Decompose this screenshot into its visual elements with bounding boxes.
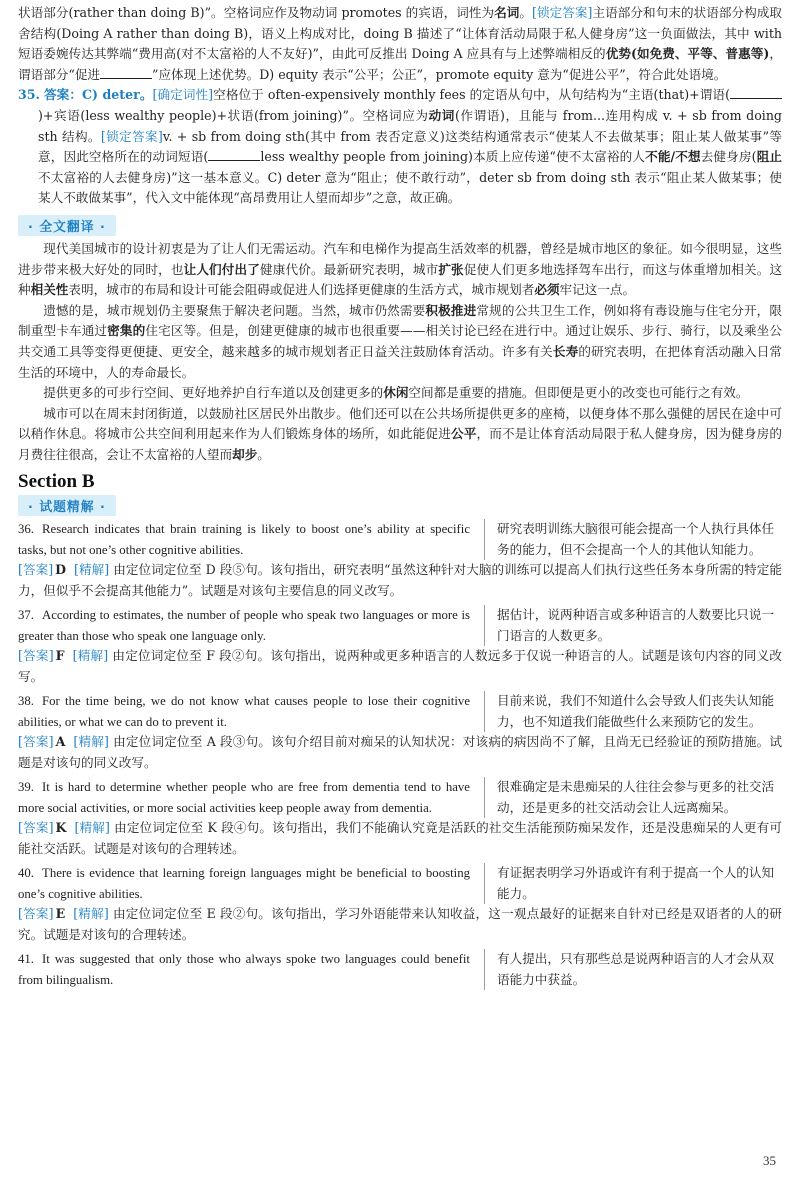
tr-p4-c: ，而不是让体育活动局限于私人健身房，因为健身房的月费往往很高，会让不太富裕的人望而 bbox=[18, 426, 783, 462]
translation-paragraph-2 bbox=[18, 301, 782, 383]
analysis-text: 由定位词定位至 A 段③句。该句介绍目前对痴呆的认知状况：对该病的病因尚不了解，且尚无已经验证的预防措施。试题是对该句的同义改写。 bbox=[18, 734, 783, 770]
question-chinese: 有人提出，只有那些总是说两种语言的人才会从双语能力中获益。 bbox=[484, 949, 782, 990]
question-statement: It was suggested that only those who always spoke two languages could benefit from bilingualism. bbox=[18, 952, 470, 987]
analysis-text: 由定位词定位至 E 段②句。该句指出，学习外语能带来认知收益，这一观点最好的证据来自针对已经是双语者的人的研究。试题是对该句的合理转述。 bbox=[18, 906, 783, 942]
tr-p4-d: 却步 bbox=[232, 446, 258, 462]
answer-analysis bbox=[18, 646, 782, 687]
question-item bbox=[18, 691, 782, 773]
translation-paragraph-4 bbox=[18, 404, 782, 466]
question-row bbox=[18, 863, 782, 904]
question-number: 38. bbox=[18, 694, 34, 709]
tr-p2-d: 密集的 bbox=[107, 323, 146, 339]
q35-text-5: less wealthy people from joining)本质上应传递“使不太富裕的人 bbox=[260, 149, 646, 165]
question-chinese: 目前来说，我们不知道什么会导致人们丧失认知能力，也不知道我们能做些什么来预防它的发生。 bbox=[484, 691, 782, 732]
answer-tag: [答案] bbox=[18, 734, 54, 750]
question-number: 39. bbox=[18, 780, 34, 795]
q35-text-2: )+宾语(less wealthy people)+状语(from joining)”。空格词应为 bbox=[38, 107, 429, 123]
q35-answer-label: 答案：C) deter。 bbox=[44, 87, 153, 103]
answer-tag: [答案] bbox=[18, 906, 54, 922]
tr-p1-e: 促使人们更多地选择驾车出行，而这与体重增加相关。这种 bbox=[18, 261, 783, 298]
tr-p1-b: 让人们付出了 bbox=[183, 261, 260, 277]
tr-p3-c: 空间都是重要的措施。但即便是更小的改变也可能行之有效。 bbox=[408, 385, 749, 401]
question-statement: Research indicates that brain training is likely to boost one’s ability at specific tasks, but not one’s other cognitive abilities. bbox=[18, 522, 470, 557]
tr-p1-i: 牢记这一点。 bbox=[559, 282, 636, 298]
tr-p2-f: 长寿 bbox=[552, 343, 579, 359]
tr-p4-e: 。 bbox=[257, 446, 270, 462]
translation-paragraph-3 bbox=[18, 383, 782, 404]
question-english bbox=[18, 519, 470, 560]
answer-analysis bbox=[18, 904, 782, 945]
intro-text-end: 。 bbox=[519, 5, 533, 20]
answer-tag: [答案] bbox=[18, 648, 54, 664]
intro-bold-2: 优势(如免费、平等、普惠等) bbox=[605, 46, 770, 62]
question-list bbox=[18, 519, 782, 990]
answer-analysis bbox=[18, 732, 782, 773]
page-number: 35 bbox=[763, 1153, 776, 1168]
question-row bbox=[18, 691, 782, 732]
q35-text-4: v. + sb from doing sth(其中 from 表否定意义)这类结构通常表示“使某人不去做某事；阻止某人做某事”等意，因此空格所在的动词短语( bbox=[38, 128, 783, 165]
translation-header: · 全文翻译 · bbox=[18, 215, 116, 236]
analysis-tag: [精解] bbox=[72, 648, 109, 664]
question-english bbox=[18, 949, 470, 990]
tr-p1-a: 现代美国城市的设计初衷是为了让人们无需运动。汽车和电梯作为提高生活效率的机器，曾经是城市地区的象征。如今很明显，这些进步带来极大好处的同时，也 bbox=[18, 240, 782, 277]
tr-p4-b: 公平 bbox=[451, 426, 477, 442]
tr-p3-a: 提供更多的可步行空间、更好地养护自行车道以及创建更多的 bbox=[43, 385, 384, 401]
intro-text-2: 主语部分和句末的状语部分构成取舍结构(Doing A rather than doing B)，语义上构成对比，doing B 描述了“让体育活动局限于私人健身房”这一负面做法，其中 with 短语委婉传达其弊端“费用高(对不太富裕的人不友好)”，由此可反推出 Doing A 应具有与上述弊端相反的 bbox=[18, 5, 783, 62]
analysis-text: 由定位词定位至 F 段②句。该句指出，说两种或更多种语言的人数远多于仅说一种语言的人。试题是该句内容的同义改写。 bbox=[18, 648, 782, 684]
question-row bbox=[18, 949, 782, 990]
tr-p1-h: 必须 bbox=[534, 282, 560, 298]
q35-paragraph bbox=[18, 85, 782, 209]
question-number: 40. bbox=[18, 866, 34, 881]
q35-text-3: (作谓语)，且能与 from...连用构成 v. + sb from doing sth 结构。 bbox=[38, 107, 782, 144]
question-english bbox=[18, 605, 470, 646]
section-b-title: Section B bbox=[18, 471, 95, 493]
intro-text-4: ”应体现上述优势。D) equity 表示“公平；公正”，promote equity 意为“促进公平”，符合此处语境。 bbox=[152, 66, 727, 82]
question-english bbox=[18, 777, 470, 818]
tr-p2-g: 的研究表明，在把体育活动融入日常生活的环境中，人的寿命最长。 bbox=[18, 343, 783, 380]
analysis-text: 由定位词定位至 K 段④句。该句指出，我们不能确认究竟是活跃的社交生活能预防痴呆发作，还是没患痴呆的人更有可能社交活跃。试题是对该句的合理转述。 bbox=[18, 820, 783, 856]
question-row bbox=[18, 605, 782, 646]
intro-text-3: ，谓语部分“促进 bbox=[18, 46, 783, 82]
analysis-tag: [精解] bbox=[73, 906, 109, 922]
tr-p1-f: 相关性 bbox=[30, 282, 69, 298]
intro-paragraph bbox=[18, 3, 782, 85]
answer-letter: F bbox=[55, 648, 65, 664]
q35-bold-verb: 动词 bbox=[428, 107, 455, 123]
intro-text-1: 状语部分(rather than doing B)”。空格词应作及物动词 promotes 的宾语，词性为 bbox=[18, 5, 495, 20]
lock-answer-tag: [锁定答案] bbox=[532, 5, 593, 20]
answer-letter: E bbox=[55, 906, 66, 922]
translation-paragraph-1 bbox=[18, 239, 782, 301]
q35-text-7: 不太富裕的人去健身房)”这一基本意义。C) deter 意为“阻止；使不敢行动”，deter sb from doing sth 表示“阻止某人做某事；使某人不敢做某事”，代入文中能体现“高昂费用让人望而却步”之意，故正确。 bbox=[38, 169, 782, 206]
question-number: 37. bbox=[18, 608, 34, 623]
question-statement: There is evidence that learning foreign languages might be beneficial to boosting one’s cognitive abilities. bbox=[18, 866, 470, 901]
question-number: 41. bbox=[18, 952, 34, 967]
question-item bbox=[18, 777, 782, 859]
answer-analysis bbox=[18, 818, 782, 859]
answer-letter: K bbox=[55, 820, 67, 836]
question-item bbox=[18, 605, 782, 687]
question-statement: According to estimates, the number of people who speak two languages or more is greater than those who speak one language only. bbox=[18, 608, 470, 643]
answer-analysis bbox=[18, 560, 782, 601]
question-item bbox=[18, 519, 782, 601]
q35-text-1: 空格位于 often-expensively monthly fees 的定语从句中，从句结构为“主语(that)+谓语( bbox=[213, 87, 731, 103]
tr-p1-d: 扩张 bbox=[438, 261, 464, 277]
tr-p3-b: 休闲 bbox=[383, 385, 409, 401]
analysis-tag: [精解] bbox=[74, 562, 110, 578]
lock-answer-tag-2: [锁定答案] bbox=[100, 128, 163, 144]
q35-number: 35. bbox=[18, 87, 40, 103]
question-english bbox=[18, 863, 470, 904]
answer-blank bbox=[100, 66, 152, 79]
tr-p1-g: 表明，城市的布局和设计可能会阻碍或促进人们选择更健康的生活方式，城市规划者 bbox=[68, 282, 535, 298]
q35-bold-3: 阻止 bbox=[756, 149, 783, 165]
q35-blank-2 bbox=[208, 148, 260, 161]
q35-text-6: 去健身房( bbox=[700, 149, 757, 165]
question-item bbox=[18, 949, 782, 990]
analysis-text: 由定位词定位至 D 段⑤句。该句指出，研究表明“虽然这种针对大脑的训练可以提高人们执行这些任务本身所需的特定能力，但似乎不会提高其他能力”。试题是对该句主要信息的同义改写。 bbox=[18, 562, 782, 598]
page-content bbox=[18, 0, 782, 992]
question-item bbox=[18, 863, 782, 945]
question-chinese: 据估计，说两种语言或多种语言的人数要比只说一门语言的人数更多。 bbox=[484, 605, 782, 646]
question-chinese: 研究表明训练大脑很可能会提高一个人执行具体任务的能力，但不会提高一个人的其他认知能力。 bbox=[484, 519, 782, 560]
question-number: 36. bbox=[18, 522, 34, 537]
question-statement: It is hard to determine whether people who are free from dementia tend to have more social activities, or more social activities keep people away from dementia. bbox=[18, 780, 470, 815]
analysis-tag: [精解] bbox=[74, 820, 110, 836]
answer-letter: D bbox=[55, 562, 67, 578]
q35-bold-2: 不能/不想 bbox=[645, 149, 701, 165]
answer-tag: [答案] bbox=[18, 562, 54, 578]
question-row bbox=[18, 519, 782, 560]
answer-tag: [答案] bbox=[18, 820, 54, 836]
tr-p4-a: 城市可以在周末封闭街道，以鼓励社区居民外出散步。他们还可以在公共场所提供更多的座椅，以便身体不那么强健的居民在途中可以稍作休息。将城市公共空间利用起来作为人们锻炼身体的场所，如此能促进 bbox=[18, 405, 782, 442]
answer-letter: A bbox=[55, 734, 66, 750]
question-statement: For the time being, we do not know what causes people to lose their cognitive abilities, or what we can do to prevent it. bbox=[18, 694, 470, 729]
tr-p1-c: 健康代价。最新研究表明，城市 bbox=[260, 261, 439, 277]
analysis-tag: [精解] bbox=[73, 734, 109, 750]
tr-p2-e: 住宅区等。但是，创建更健康的城市也很重要——相关讨论已经在进行中。通过让娱乐、步行、骑行，以及乘坐公共交通工具等变得更便捷、更安全，越来越多的城市规划者正日益关注鼓励体育活动。许多有关 bbox=[18, 323, 783, 359]
question-english bbox=[18, 691, 470, 732]
confirm-pos-tag: [确定词性] bbox=[152, 87, 214, 103]
question-chinese: 很难确定是未患痴呆的人往往会参与更多的社交活动，还是更多的社交活动会让人远离痴呆。 bbox=[484, 777, 782, 818]
tr-p2-a: 遗憾的是，城市规划仍主要聚焦于解决老问题。当然，城市仍然需要 bbox=[43, 302, 426, 318]
q35-blank-1 bbox=[730, 86, 782, 99]
tr-p2-c: 常规的公共卫生工作，例如将有毒设施与住宅分开，限制重型卡车通过 bbox=[18, 302, 783, 339]
question-analysis-header: · 试题精解 · bbox=[18, 495, 116, 516]
tr-p2-b: 积极推进 bbox=[425, 302, 477, 318]
question-chinese: 有证据表明学习外语或许有利于提高一个人的认知能力。 bbox=[484, 863, 782, 904]
question-row bbox=[18, 777, 782, 818]
intro-bold-1: 名词 bbox=[494, 5, 520, 20]
